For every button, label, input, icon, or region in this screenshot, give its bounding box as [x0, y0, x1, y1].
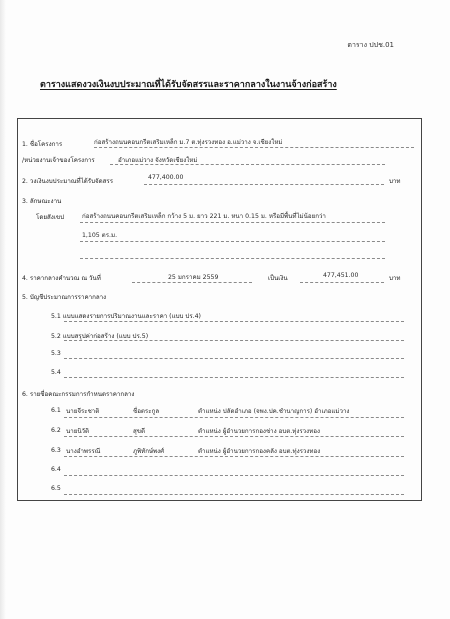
committee-last-name: ชื่อตระกูล	[133, 408, 160, 415]
form-code: ตาราง ปปช.01	[347, 41, 394, 49]
refprice-unit: บาท	[389, 275, 401, 282]
refprice-amount-label: เป็นเงิน	[268, 275, 288, 282]
committee-first-name: นางอำพรรณี	[66, 448, 101, 455]
nature-line1: ก่อสร้างถนนคอนกรีตเสริมเหล็ก กว้าง 5 ม. ยาว 221 ม. หนา 0.15 ม. หรือมีพื้นที่ไม่น้อยกว่า	[82, 213, 326, 220]
committee-position: ตำแหน่ง ปลัดอำเภอ (จพง.ปค.ชำนาญการ) อำเภอแม่วาง	[198, 408, 350, 415]
agency-line	[110, 164, 385, 165]
committee-last-name: สุขดี	[133, 428, 146, 435]
source-1-line	[64, 321, 404, 322]
committee-no: 6.2	[51, 427, 61, 434]
source-2-line	[64, 340, 404, 341]
committee-no: 6.5	[51, 485, 61, 492]
budget-unit: บาท	[389, 178, 401, 185]
nature-sub-label: โดยสังเขป	[36, 214, 65, 221]
committee-position: ตำแหน่ง ผู้อำนวยการกองช่าง อบต.ทุ่งรวงทอง	[198, 428, 320, 435]
nature-dotline3	[80, 258, 385, 259]
committee-no: 6.1	[51, 407, 61, 414]
budget-label: 2. วงเงินงบประมาณที่ได้รับจัดสรร	[22, 178, 114, 185]
committee-line	[64, 456, 404, 457]
project-value: ก่อสร้างถนนคอนกรีตเสริมเหล็ก ม.7 ต.ทุ่งรวงทอง อ.แม่วาง จ.เชียงใหม่	[94, 139, 283, 146]
sources-label: 5. บัญชีประมาณการราคากลาง	[22, 294, 107, 301]
committee-position: ตำแหน่ง ผู้อำนวยการกองคลัง อบต.ทุ่งรวงทอง	[198, 448, 321, 455]
refprice-date-line	[132, 282, 252, 283]
agency-value: อำเภอแม่วาง จังหวัดเชียงใหม่	[118, 157, 198, 164]
source-4: 5.4	[51, 369, 61, 376]
committee-no: 6.3	[51, 447, 61, 454]
committee-line	[64, 436, 404, 437]
nature-dotline2	[80, 241, 385, 242]
committee-line	[64, 417, 404, 418]
refprice-date: 25 มกราคม 2559	[168, 274, 219, 281]
committee-label: 6. รายชื่อคณะกรรมการกำหนดราคากลาง	[22, 391, 135, 398]
refprice-amount-line	[300, 282, 384, 283]
nature-dotline1	[80, 222, 385, 223]
committee-first-name: นายนิวัติ	[66, 428, 90, 435]
nature-label: 3. ลักษณะงาน	[22, 198, 62, 205]
budget-value: 477,400.00	[148, 174, 184, 181]
committee-no: 6.4	[51, 466, 61, 473]
document-title: ตารางแสดงวงเงินงบประมาณที่ได้รับจัดสรรและราคากลางในงานจ้างก่อสร้าง	[40, 80, 337, 90]
committee-last-name: ภูพิทักษ์พงศ์	[133, 448, 165, 455]
source-2: 5.2 แบบสรุปค่าก่อสร้าง (แบบ ปร.5)	[51, 333, 149, 340]
project-label: 1. ชื่อโครงการ	[22, 141, 63, 148]
nature-line2: 1,105 ตร.ม.	[82, 232, 118, 239]
source-1: 5.1 แบบแสดงรายการปริมาณงานและราคา (แบบ ปร.4)	[51, 313, 201, 320]
source-3-line	[64, 358, 404, 359]
budget-line	[144, 184, 384, 185]
agency-label: /หน่วยงานเจ้าของโครงการ	[22, 157, 95, 164]
source-4-line	[64, 377, 404, 378]
page-edge-shadow	[0, 0, 6, 619]
project-line	[94, 147, 414, 148]
refprice-label: 4. ราคากลางคำนวณ ณ วันที่	[22, 275, 101, 282]
committee-line	[64, 475, 404, 476]
refprice-amount: 477,451.00	[323, 272, 359, 279]
committee-line	[64, 494, 404, 495]
source-3: 5.3	[51, 350, 61, 357]
committee-first-name: นายจีระชาติ	[66, 408, 100, 415]
